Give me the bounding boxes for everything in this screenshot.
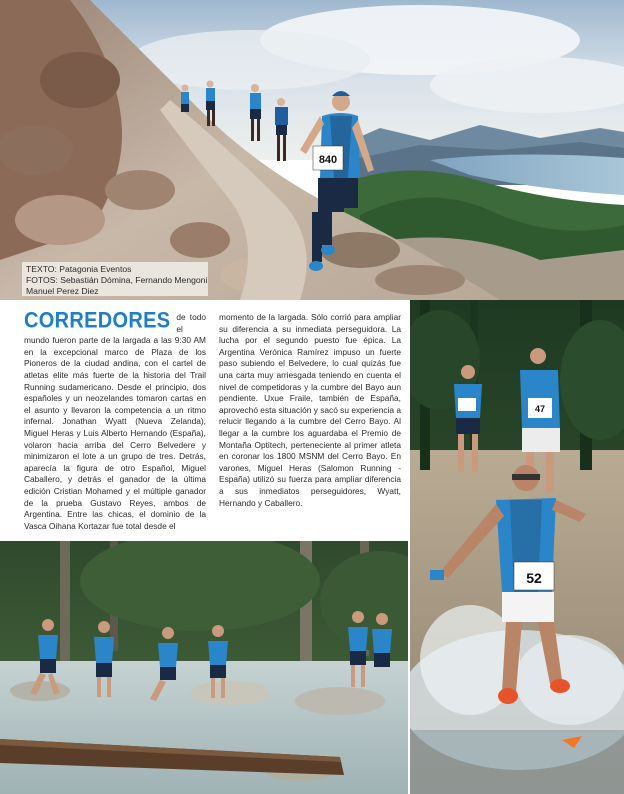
runners-splash-photo — [410, 300, 624, 794]
article-heading: CORREDORES — [24, 309, 171, 334]
credit-photos-line: FOTOS: Sebastián Dómina, Fernando Mengoni — [26, 275, 208, 285]
article-column-left-text: de todo el mundo fueron parte de la largada a las 9:30 AM en la excepcional marco de Plaza de los Pioneros de la ciudad andina, con el cartel de atletas elite más fuerte de la historia del Trail Running sudamericano. Desde el principio, dos españoles y un neozelandes tomaron cartas en el asunto y llevaron la competencia a un ritmo infernal. Jonathan Wyatt (Nueva Zelanda), Miguel Heras y Luis Alberto Hernando (España), volaron hacia arriba del Cerro Belvedere y minimizaron el lote a un grupo de tres. Detrás, aparecía la figura de otro Español, Miguel Caballero, y detrás el ganador de la última edición Cristian Mohamed y el múltiple ganador de la prueba Gustavo Reyes, ambos de Argentina. Entre las chicas, el dominio de la Vasca Oihana Kortazar fue total desde el — [24, 312, 206, 531]
credit-text-line: TEXTO: Patagonia Eventos — [26, 264, 132, 274]
credit-photos-line-2: Manuel Perez Diez — [26, 286, 99, 296]
article-column-right: momento de la largada. Sólo corrió para ampliar su diferencia a su inmediata perseguidora. La lucha por el segundo puesto fue épica. La Argentina Verónica Ramírez impuso un fuerte paso subiendo el Belvedere, lo cual quizás fue una carta muy arriesgada teniendo en cuenta el nivel de competidoras y la cumbre del Bayo aun pendiente. Uxue Fraile, también de España, aprovechó esta situación y sacó su experiencia a relucir llegando a la cumbre del Cerro Bayo. Al llegar a la cumbre los aguardaba el Premio de Montaña Optitech, perteneciente al primer atleta en coronar los 1800 MSNM del Cerro Bayo. En varones, Miguel Heras (Salomon Running - España) utilizó su fuerza para ampliar diferencia a sus inmediatos perseguidores, Wyatt, Hernando y Caballero. — [219, 312, 401, 508]
lead-bib-number: 52 — [526, 570, 542, 586]
mountain-trail-photo — [0, 0, 624, 300]
article-text — [24, 309, 402, 538]
back-bib-number: 47 — [534, 404, 546, 414]
article-column-left — [24, 309, 206, 532]
photo-credits — [22, 262, 208, 296]
river-crossing-photo — [0, 541, 408, 794]
runner-small-1 — [181, 85, 189, 113]
bib-number: 840 — [318, 154, 338, 166]
